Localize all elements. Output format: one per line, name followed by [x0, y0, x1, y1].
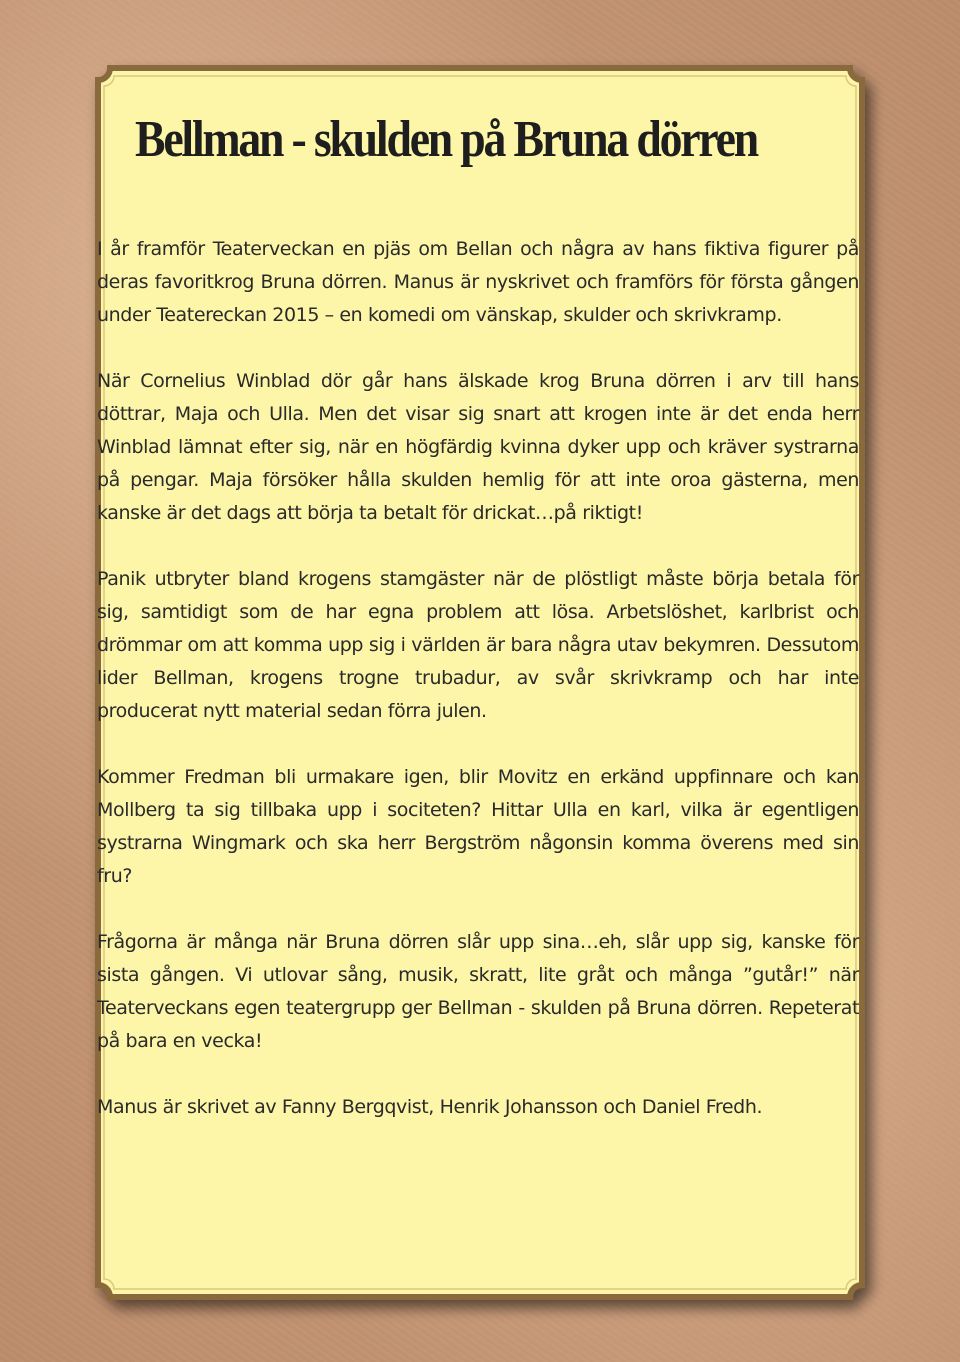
- paragraph-intro: I år framför Teaterveckan en pjäs om Bellan och några av hans fiktiva figurer på deras favoritkrog Bruna dörren. Manus är nyskrivet och framförs för första gången under Teatereckan 2015 – en komedi om vänskap, skulder och skrivkramp.: [97, 238, 859, 326]
- paragraph-promise: Frågorna är många när Bruna dörren slår upp sina…eh, slår upp sig, kanske för sista gången. Vi utlovar sång, musik, skratt, lite gråt och många ”gutår!” när Teaterveckans egen teatergrupp ger Bellman - skulden på Bruna dörren. Repeterat på bara en vecka!: [97, 931, 859, 1052]
- document-body: [97, 233, 859, 1124]
- paragraph-questions: Kommer Fredman bli urmakare igen, blir Movitz en erkänd uppfinnare och kan Mollberg ta sig tillbaka upp i sociteten? Hittar Ulla en karl, vilka är egentligen systrarna Wingmark och ska herr Bergström någonsin komma överens med sin fru?: [97, 766, 859, 887]
- paragraph-regulars: Panik utbryter bland krogens stamgäster när de plöstligt måste börja betala för sig, samtidigt som de har egna problem att lösa. Arbetslöshet, karlbrist och drömmar om att komma upp sig i världen är bara några utav bekymren. Dessutom lider Bellman, krogens trogne trubadur, av svår skrivkramp och har inte producerat nytt material sedan förra julen.: [97, 568, 859, 722]
- paragraph-plot: När Cornelius Winblad dör går hans älskade krog Bruna dörren i arv till hans döttrar, Maja och Ulla. Men det visar sig snart att krogen inte är det enda herr Winblad lämnat efter sig, när en högfärdig kvinna dyker upp och kräver systrarna på pengar. Maja försöker hålla skulden hemlig för att inte oroa gästerna, men kanske är det dags att börja ta betalt för drickat…på riktigt!: [97, 370, 859, 524]
- paragraph-credits: Manus är skrivet av Fanny Bergqvist, Henrik Johansson och Daniel Fredh.: [97, 1096, 763, 1118]
- document-title: Bellman - skulden på Bruna dörren: [135, 111, 758, 168]
